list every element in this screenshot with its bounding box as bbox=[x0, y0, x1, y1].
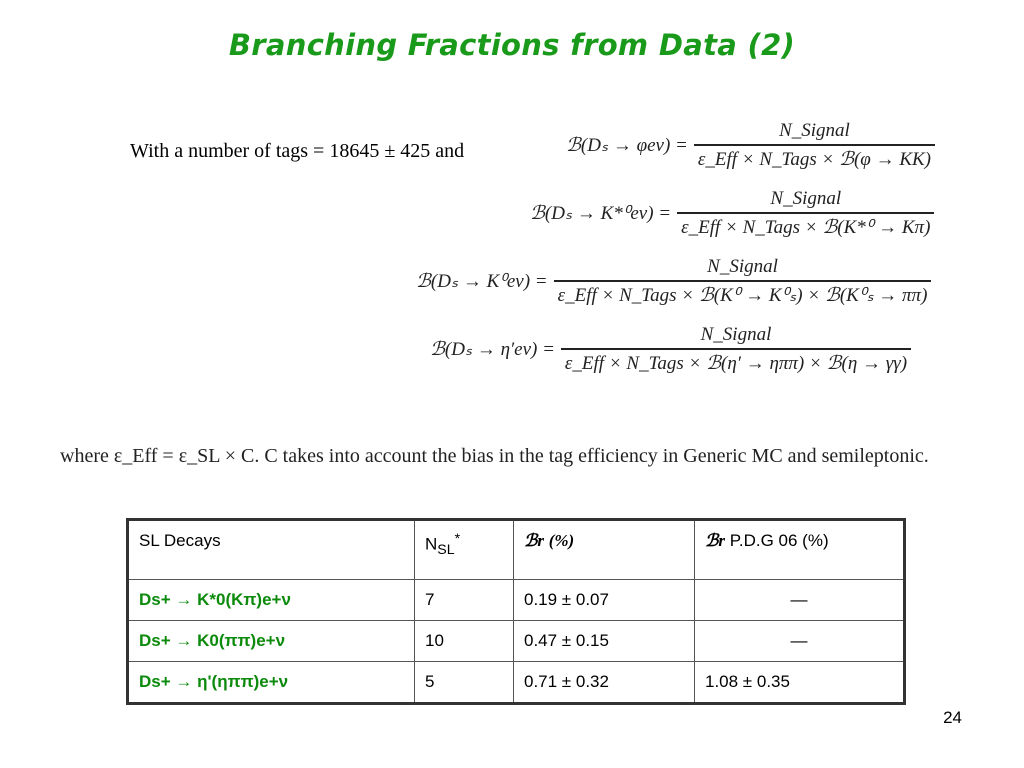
equation-lhs: ℬ(Dₛ → η′eν) = bbox=[430, 339, 555, 360]
br-cell: 0.47 ± 0.15 bbox=[514, 621, 695, 662]
br-cell: 0.71 ± 0.32 bbox=[514, 662, 695, 704]
nsl-cell: 7 bbox=[415, 580, 514, 621]
pdg-cell: — bbox=[695, 580, 905, 621]
decay-cell: Ds+ → K0(ππ)e+ν bbox=[128, 621, 415, 662]
table-row bbox=[128, 662, 905, 704]
equation-lhs: ℬ(Dₛ → φeν) = bbox=[566, 135, 688, 156]
equation-numerator: N_Signal bbox=[770, 188, 842, 209]
slide-title: Branching Fractions from Data (2) bbox=[228, 28, 796, 62]
decay-cell: Ds+ → K*0(Kπ)e+ν bbox=[128, 580, 415, 621]
table-row bbox=[128, 580, 905, 621]
nsl-cell: 10 bbox=[415, 621, 514, 662]
table-header-row bbox=[128, 520, 905, 580]
where-text: where ε_Eff = ε_SL × C. C takes into account the bias in the tag efficiency in Generic MC and semileptonic. bbox=[60, 445, 929, 467]
header-nsl: $N_{SL}^*$ bbox=[415, 520, 514, 580]
pdg-cell: 1.08 ± 0.35 bbox=[695, 662, 905, 704]
br-cell: 0.19 ± 0.07 bbox=[514, 580, 695, 621]
equation-denominator: ε_Eff × N_Tags × ℬ(K*⁰ → Kπ) bbox=[677, 212, 934, 239]
equation-numerator: N_Signal bbox=[707, 256, 778, 277]
table-row bbox=[128, 621, 905, 662]
results-table bbox=[126, 518, 906, 705]
intro-text: With a number of tags = 18645 ± 425 and bbox=[130, 140, 465, 162]
equation-numerator: N_Signal bbox=[700, 324, 772, 345]
decay-cell: Ds+ → η'(ηππ)e+ν bbox=[128, 662, 415, 704]
equation-kstar bbox=[530, 188, 934, 239]
equation-denominator: ε_Eff × N_Tags × ℬ(K⁰ → K⁰ₛ) × ℬ(K⁰ₛ → ππ) bbox=[554, 280, 932, 307]
equation-numerator: N_Signal bbox=[779, 120, 850, 141]
page-number: 24 bbox=[943, 708, 962, 727]
equation-lhs: ℬ(Dₛ → K*⁰eν) = bbox=[530, 203, 672, 224]
equation-k0 bbox=[416, 256, 931, 307]
equation-denominator: ε_Eff × N_Tags × ℬ(φ → KK) bbox=[694, 144, 935, 171]
equation-etaprime bbox=[430, 324, 911, 375]
header-br: ℬr (%) bbox=[514, 520, 695, 580]
header-pdg: ℬr P.D.G 06 (%) bbox=[695, 520, 905, 580]
pdg-cell: — bbox=[695, 621, 905, 662]
header-sl-decays: SL Decays bbox=[128, 520, 415, 580]
nsl-cell: 5 bbox=[415, 662, 514, 704]
equation-lhs: ℬ(Dₛ → K⁰eν) = bbox=[416, 271, 548, 292]
equation-denominator: ε_Eff × N_Tags × ℬ(η′ → ηππ) × ℬ(η → γγ) bbox=[561, 348, 911, 375]
equation-phi bbox=[566, 120, 935, 171]
